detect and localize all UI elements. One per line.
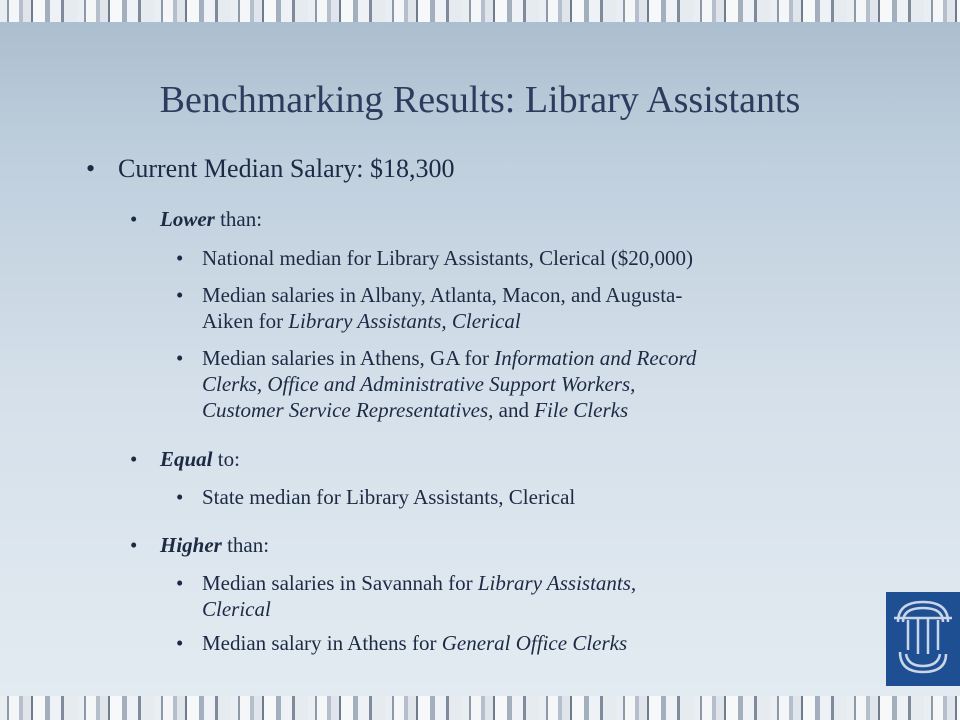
- equal-item-1: • State median for Library Assistants, Clerical: [176, 485, 576, 509]
- bullet-icon: •: [176, 571, 184, 595]
- bullet-equal-to: [130, 447, 240, 472]
- lower-item-1: • National median for Library Assistants, Clerical ($20,000): [176, 246, 694, 270]
- bullet-lower-than: [130, 207, 262, 232]
- emblem-svg: [886, 592, 960, 686]
- lower-keyword: Lower: [160, 207, 215, 231]
- equal-keyword: Equal: [160, 447, 213, 471]
- higher-item-1: • Median salaries in Savannah for Library Assistants, Clerical: [176, 571, 637, 621]
- higher-suffix: than:: [221, 533, 270, 557]
- lower-item-2: • Median salaries in Albany, Atlanta, Macon, and Augusta- Aiken for Library Assistants, Clerical: [176, 283, 683, 333]
- bullet-icon: •: [176, 631, 184, 655]
- bullet-icon: •: [130, 207, 138, 231]
- bullet-icon: •: [176, 346, 184, 370]
- lower-suffix: than:: [214, 207, 263, 231]
- bullet-icon: •: [176, 283, 184, 307]
- bullet-icon: •: [86, 154, 96, 183]
- bottom-decorative-stripe: [0, 696, 960, 720]
- slide-title: Benchmarking Results: Library Assistants: [159, 79, 801, 121]
- bullet-icon: •: [130, 533, 138, 557]
- bullet-icon: •: [176, 246, 184, 270]
- bullet-icon: •: [176, 485, 184, 509]
- bullet-higher-than: [130, 533, 269, 558]
- bullet-icon: •: [130, 447, 138, 471]
- top-decorative-stripe: [0, 0, 960, 22]
- current-median-label: Current Median Salary: $18,300: [118, 154, 455, 183]
- lower-item-3: • Median salaries in Athens, GA for Information and Record Clerks, Office and Administrative Support Workers, Customer Service Representatives, and File Clerks: [176, 346, 697, 422]
- university-columns-emblem-icon: [886, 592, 960, 686]
- higher-item-2: • Median salary in Athens for General Office Clerks: [176, 631, 628, 655]
- equal-suffix: to:: [212, 447, 240, 471]
- bullet-current-median: [86, 154, 455, 184]
- higher-keyword: Higher: [160, 533, 222, 557]
